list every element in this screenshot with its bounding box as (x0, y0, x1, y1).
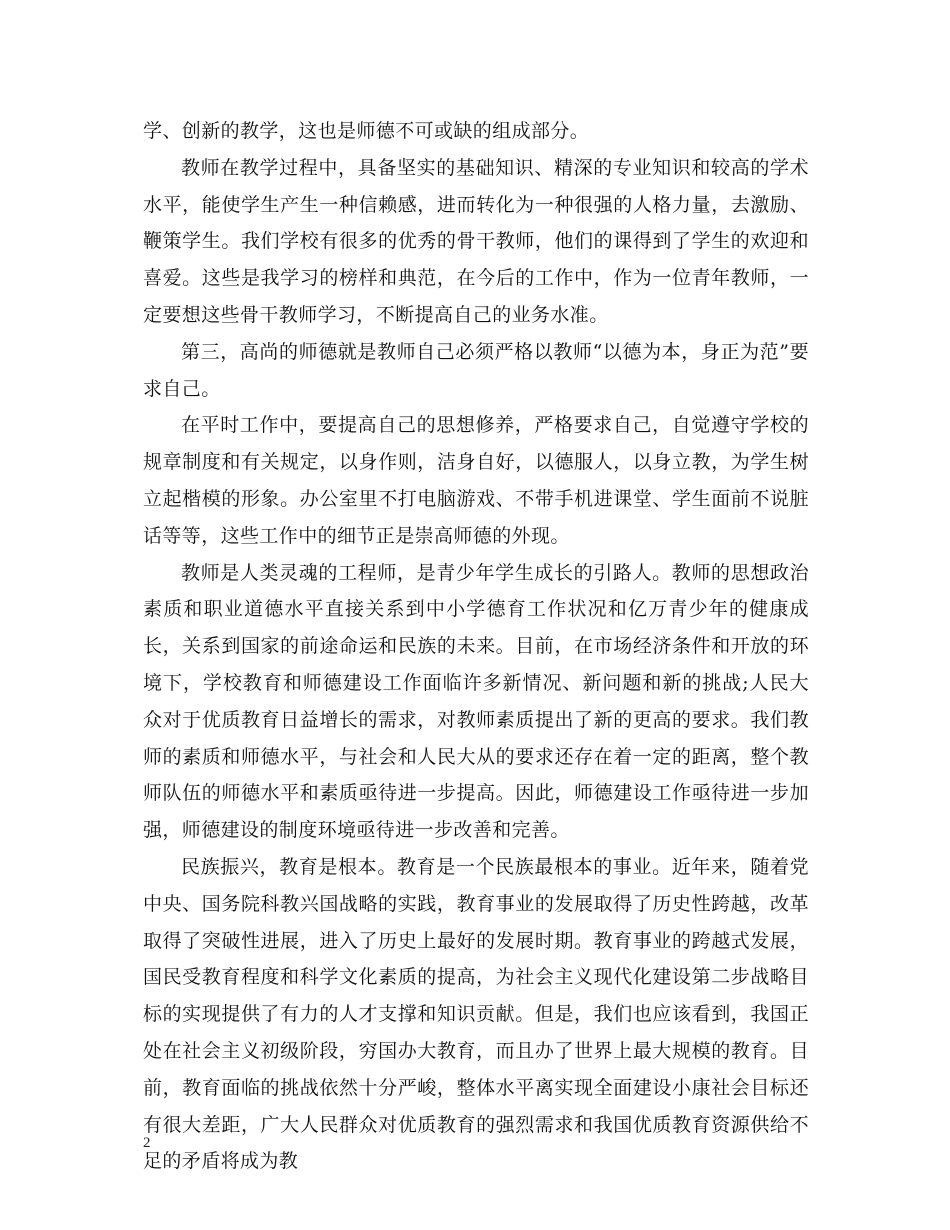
body-text (143, 113, 809, 1180)
paragraph-2: 教师在教学过程中，具备坚实的基础知识、精深的专业知识和较高的学术水平，能使学生产生一种信赖感，进而转化为一种很强的人格力量，去激励、鞭策学生。我们学校有很多的优秀的骨干教师，他们的课得到了学生的欢迎和喜爱。这些是我学习的榜样和典范，在今后的工作中，作为一位青年教师，一定要想这些骨干教师学习，不断提高自己的业务水准。 (143, 156, 809, 326)
paragraph-4: 在平时工作中，要提高自己的思想修养，严格要求自己，自觉遵守学校的规章制度和有关规定，以身作则，洁身自好，以德服人，以身立教，为学生树立起楷模的形象。办公室里不打电脑游戏、不带手机进课堂、学生面前不说脏话等等，这些工作中的细节正是崇高师德的外现。 (143, 414, 809, 547)
page-number: 2 (143, 1135, 151, 1151)
paragraph-5: 教师是人类灵魂的工程师，是青少年学生成长的引路人。教师的思想政治素质和职业道德水平直接关系到中小学德育工作状况和亿万青少年的健康成长，关系到国家的前途命运和民族的未来。目前，在市场经济条件和开放的环境下，学校教育和师德建设工作面临许多新情况、新问题和新的挑战;人民大众对于优质教育日益增长的需求，对教师素质提出了新的更高的要求。我们教师的素质和师德水平，与社会和人民大从的要求还存在着一定的距离，整个教师队伍的师德水平和素质亟待进一步提高。因此，师德建设工作亟待进一步加强，师德建设的制度环境亟待进一步改善和完善。 (143, 561, 809, 842)
paragraph-6: 民族振兴，教育是根本。教育是一个民族最根本的事业。近年来，随着党中央、国务院科教兴国战略的实践，教育事业的发展取得了历史性跨越，改革取得了突破性进展，进入了历史上最好的发展时期。教育事业的跨越式发展，国民受教育程度和科学文化素质的提高，为社会主义现代化建设第二步战略目标的实现提供了有力的人才支撑和知识贡献。但是，我们也应该看到，我国正处在社会主义初级阶段，穷国办大教育，而且办了世界上最大规模的教育。目前，教育面临的挑战依然十分严峻，整体水平离实现全面建设小康社会目标还有很大差距，广大人民群众对优质教育的强烈需求和我国优质教育资源供给不足的矛盾将成为教 (143, 855, 809, 1173)
paragraph-1: 学、创新的教学，这也是师德不可或缺的组成部分。 (143, 120, 590, 142)
paragraph-3: 第三，高尚的师德就是教师自己必须严格以教师“以德为本，身正为范”要求自己。 (143, 340, 809, 400)
